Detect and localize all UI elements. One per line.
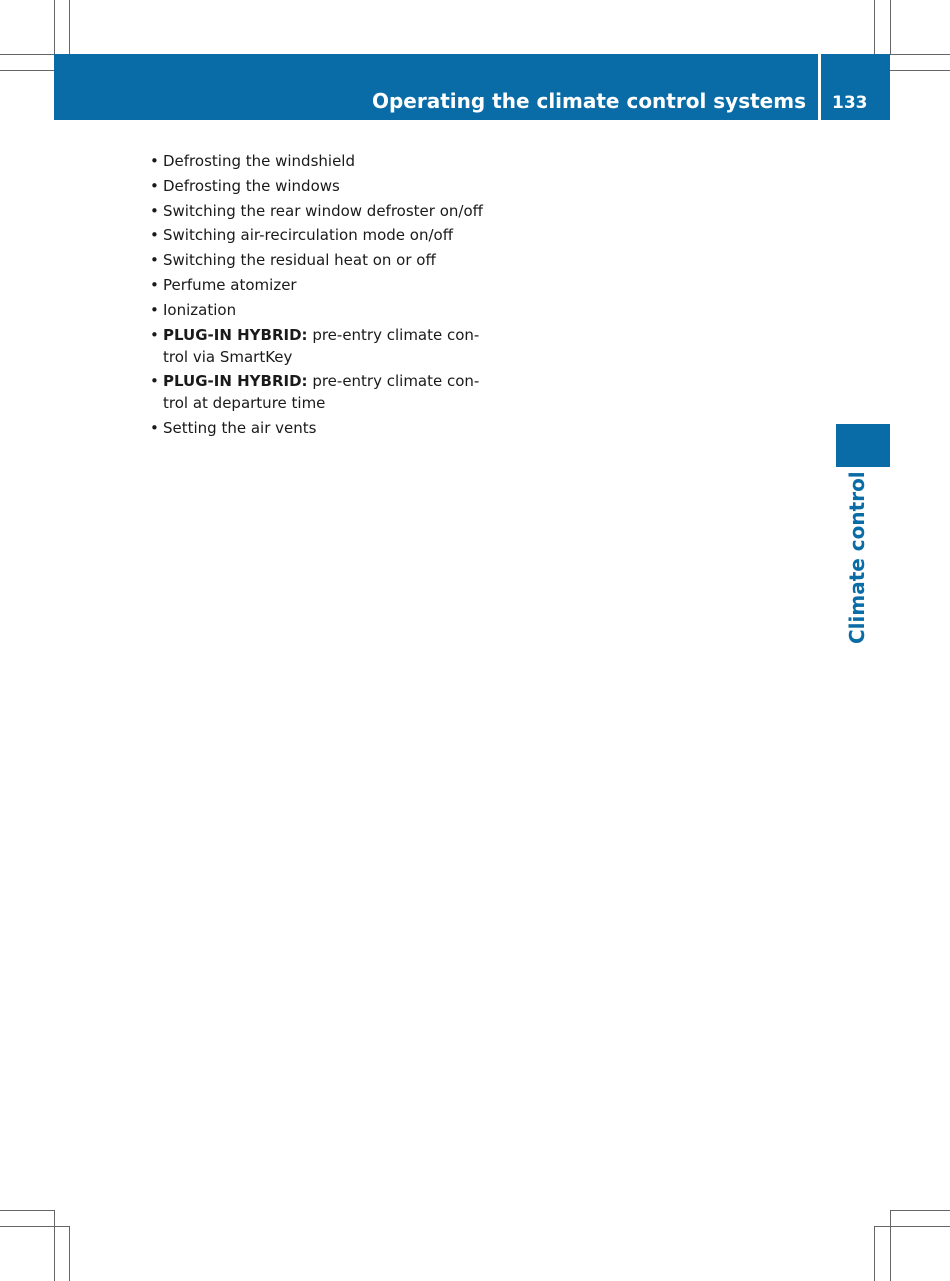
crop-mark — [890, 54, 950, 55]
crop-mark — [890, 1210, 891, 1281]
page-number-box — [821, 54, 890, 120]
list-item-text: pre-entry climate con-trol via SmartKey — [163, 325, 480, 366]
crop-mark — [0, 70, 54, 71]
crop-mark — [0, 1210, 54, 1211]
list-item — [150, 175, 490, 197]
crop-mark — [874, 1226, 875, 1281]
list-item — [150, 200, 490, 222]
list-item — [150, 417, 490, 439]
crop-mark — [890, 70, 950, 71]
feature-list — [150, 150, 490, 442]
bullet: • — [150, 152, 159, 170]
page-number: 133 — [832, 93, 868, 113]
bullet: • — [150, 226, 159, 245]
list-item-prefix: PLUG-IN HYBRID: — [163, 325, 308, 344]
bullet: • — [150, 176, 159, 195]
bullet: • — [150, 300, 159, 319]
list-item — [150, 299, 490, 321]
list-item — [150, 370, 490, 414]
list-item-text: Setting the air vents — [163, 419, 317, 438]
bullet: • — [150, 275, 159, 294]
crop-mark — [54, 1210, 55, 1281]
crop-mark — [874, 1226, 950, 1227]
crop-mark — [890, 0, 891, 54]
page-title: Operating the climate control systems — [371, 89, 806, 113]
list-item-text: Perfume atomizer — [163, 275, 297, 294]
list-item-text: pre-entry climate con-trol at departure time — [163, 372, 480, 413]
bullet: • — [150, 251, 159, 270]
crop-mark — [69, 1226, 70, 1281]
list-item-prefix: PLUG-IN HYBRID: — [163, 372, 308, 391]
list-item — [150, 324, 490, 368]
list-item-text: Switching the residual heat on or off — [163, 251, 436, 270]
list-item-text: Defrosting the windows — [163, 176, 340, 195]
crop-mark — [874, 0, 875, 54]
bullet: • — [150, 419, 159, 438]
list-item — [150, 224, 490, 246]
bullet: • — [150, 201, 159, 220]
crop-mark — [0, 54, 54, 55]
bullet: • — [150, 372, 159, 391]
header-bar — [54, 54, 818, 120]
bullet: • — [150, 325, 159, 344]
section-tab-label: Climate control — [845, 471, 869, 644]
crop-mark — [0, 1226, 69, 1227]
list-item-text: Ionization — [163, 300, 237, 319]
list-item — [150, 150, 490, 172]
crop-mark — [890, 1210, 950, 1211]
list-item-text: Switching the rear window defroster on/off — [163, 201, 483, 220]
section-tab-marker — [836, 424, 890, 467]
list-item — [150, 249, 490, 271]
list-item — [150, 274, 490, 296]
list-item-text: Defrosting the windshield — [163, 152, 355, 170]
list-item-text: Switching air-recirculation mode on/off — [163, 226, 454, 245]
crop-mark — [54, 0, 55, 54]
crop-mark — [69, 0, 70, 54]
